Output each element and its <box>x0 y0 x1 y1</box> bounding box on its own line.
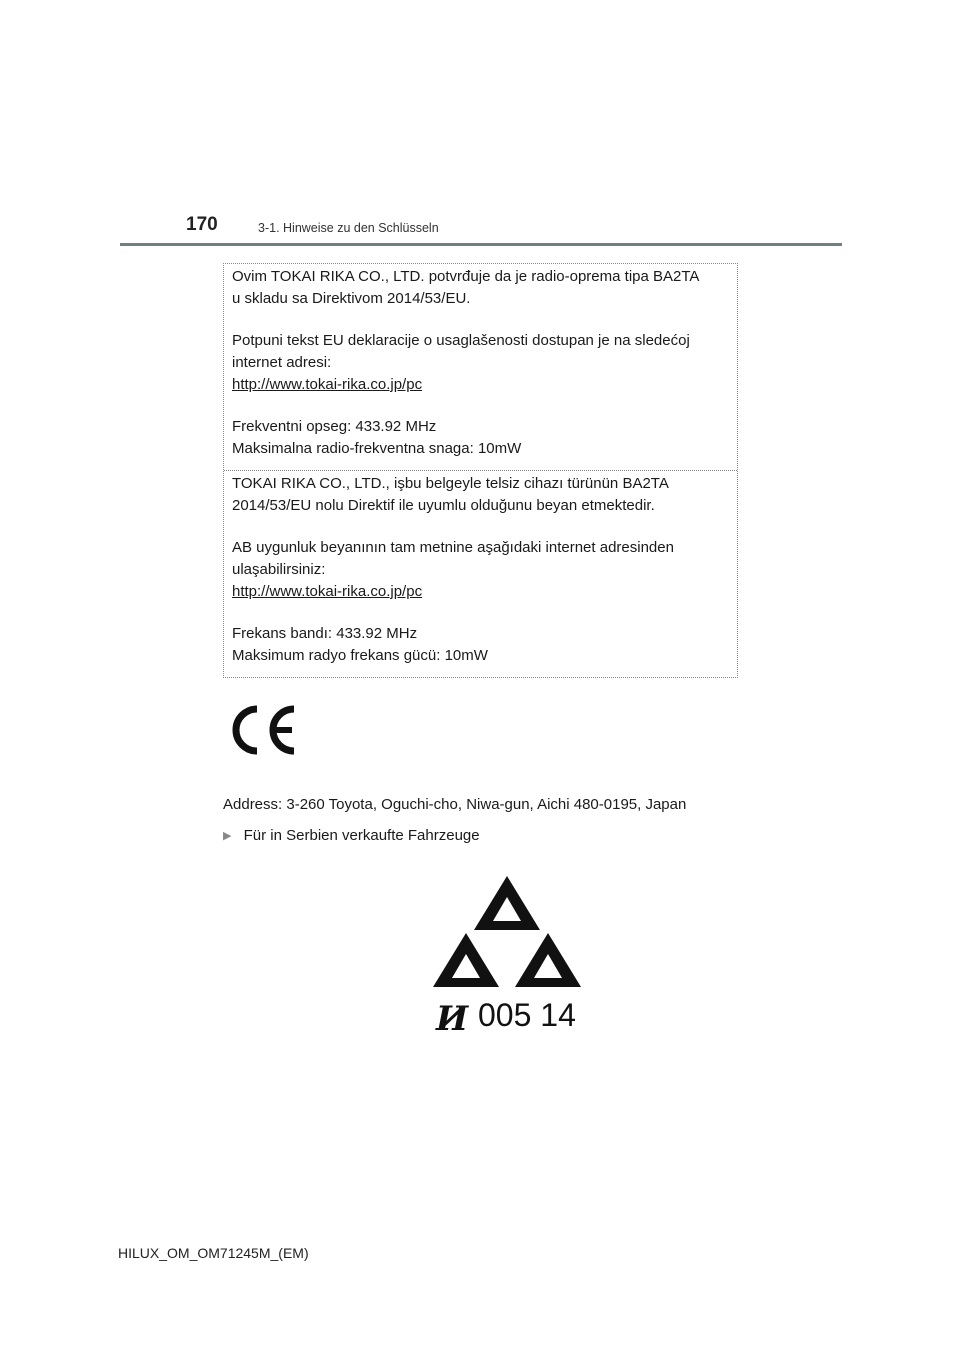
triangle-right-icon: ▶ <box>223 830 232 842</box>
decl-text: u skladu sa Direktivom 2014/53/EU. <box>232 290 471 307</box>
decl-text: Potpuni tekst EU deklaracije o usaglašenosti dostupan je na sledećoj <box>232 332 690 349</box>
page-number: 170 <box>186 214 218 235</box>
serbia-mark-code: 005 14 <box>478 997 576 1033</box>
bullet-item <box>223 827 480 844</box>
decl-text: Ovim TOKAI RIKA CO., LTD. potvrđuje da je radio-oprema tipa BA2TA <box>232 268 700 285</box>
declaration-serbian <box>224 264 737 470</box>
decl-text: TOKAI RIKA CO., LTD., işbu belgeyle telsiz cihazı türünün BA2TA <box>232 475 669 492</box>
max-power: Maksimum radyo frekans gücü: 10mW <box>232 647 488 664</box>
decl-text: internet adresi: <box>232 354 332 371</box>
declaration-link[interactable]: http://www.tokai-rika.co.jp/pc <box>232 583 423 600</box>
frequency-band: Frekans bandı: 433.92 MHz <box>232 625 418 642</box>
declaration-turkish <box>224 470 737 677</box>
frequency-band: Frekventni opseg: 433.92 MHz <box>232 418 437 435</box>
serbia-mark-prefix: И <box>436 999 469 1038</box>
declaration-link[interactable]: http://www.tokai-rika.co.jp/pc <box>232 376 423 393</box>
decl-text: AB uygunluk beyanının tam metnine aşağıdaki internet adresinden <box>232 539 674 556</box>
bullet-text: Für in Serbien verkaufte Fahrzeuge <box>243 827 480 844</box>
section-title: 3-1. Hinweise zu den Schlüsseln <box>258 221 439 235</box>
header-rule <box>120 243 842 246</box>
decl-text: 2014/53/EU nolu Direktif ile uyumlu olduğunu beyan etmektedir. <box>232 497 655 514</box>
serbia-conformity-mark <box>430 873 590 1043</box>
document-code: HILUX_OM_OM71245M_(EM) <box>118 1245 309 1261</box>
max-power: Maksimalna radio-frekventna snaga: 10mW <box>232 440 522 457</box>
declaration-box <box>223 263 738 678</box>
ce-mark-icon <box>230 703 300 762</box>
decl-text: ulaşabilirsiniz: <box>232 561 326 578</box>
manufacturer-address: Address: 3-260 Toyota, Oguchi-cho, Niwa-gun, Aichi 480-0195, Japan <box>223 796 687 813</box>
